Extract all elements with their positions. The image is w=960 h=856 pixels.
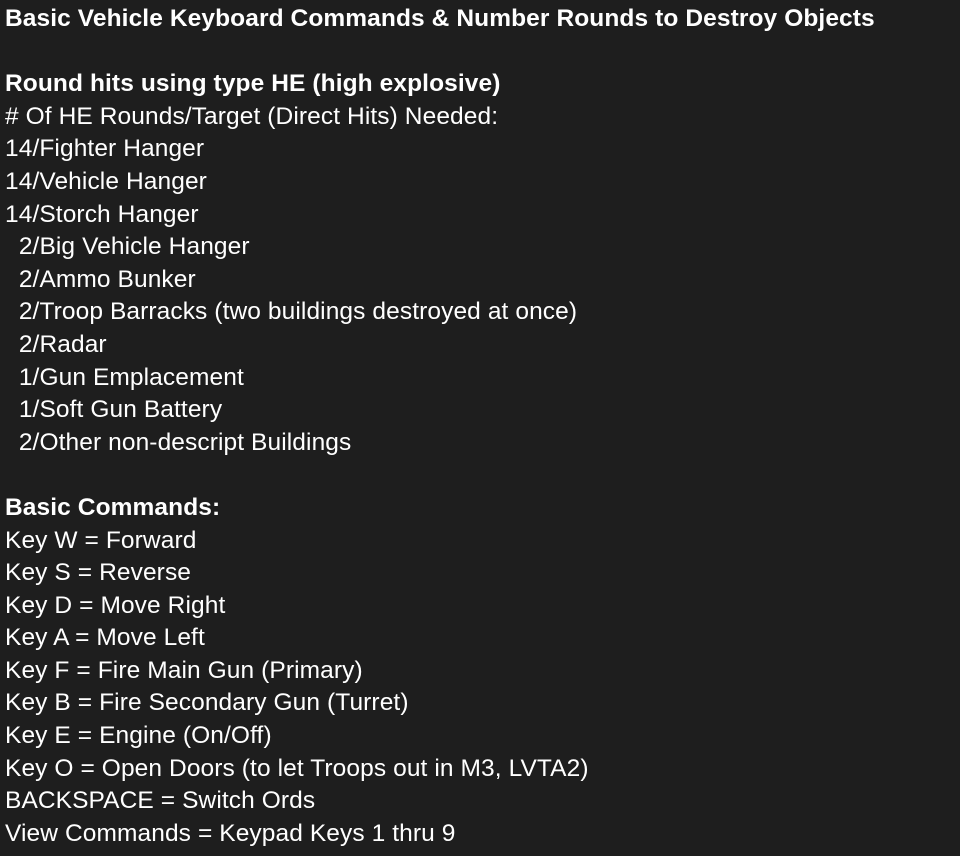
command-engine: Key E = Engine (On/Off) (5, 722, 272, 750)
he-item-troop-barracks: 2/Troop Barracks (two buildings destroyed at once) (5, 298, 578, 326)
he-section-subheading: # Of HE Rounds/Target (Direct Hits) Needed: (5, 102, 499, 130)
document-page (0, 3, 960, 856)
he-item-gun-emplacement: 1/Gun Emplacement (5, 363, 244, 391)
he-item-soft-gun-battery: 1/Soft Gun Battery (5, 396, 223, 424)
he-item-big-vehicle-hanger: 2/Big Vehicle Hanger (5, 233, 250, 261)
command-forward: Key W = Forward (5, 526, 197, 554)
he-item-other-buildings: 2/Other non-descript Buildings (5, 428, 352, 456)
he-item-vehicle-hanger: 14/Vehicle Hanger (5, 167, 207, 195)
command-move-left: Key A = Move Left (5, 624, 205, 652)
command-open-doors: Key O = Open Doors (to let Troops out in M3, LVTA2) (5, 754, 589, 782)
command-switch-ords: BACKSPACE = Switch Ords (5, 787, 316, 815)
document-title: Basic Vehicle Keyboard Commands & Number Rounds to Destroy Objects (5, 5, 875, 32)
command-move-right: Key D = Move Right (5, 591, 226, 619)
spacer (5, 36, 960, 69)
he-item-fighter-hanger: 14/Fighter Hanger (5, 135, 205, 163)
he-item-ammo-bunker: 2/Ammo Bunker (5, 265, 196, 293)
command-view: View Commands = Keypad Keys 1 thru 9 (5, 819, 456, 847)
spacer (5, 459, 960, 492)
command-fire-main-gun: Key F = Fire Main Gun (Primary) (5, 656, 363, 684)
command-fire-secondary-gun: Key B = Fire Secondary Gun (Turret) (5, 689, 409, 717)
he-item-radar: 2/Radar (5, 330, 107, 358)
commands-section-heading: Basic Commands: (5, 493, 221, 521)
he-section-heading: Round hits using type HE (high explosive) (5, 70, 501, 98)
he-item-storch-hanger: 14/Storch Hanger (5, 200, 199, 228)
command-reverse: Key S = Reverse (5, 559, 192, 587)
